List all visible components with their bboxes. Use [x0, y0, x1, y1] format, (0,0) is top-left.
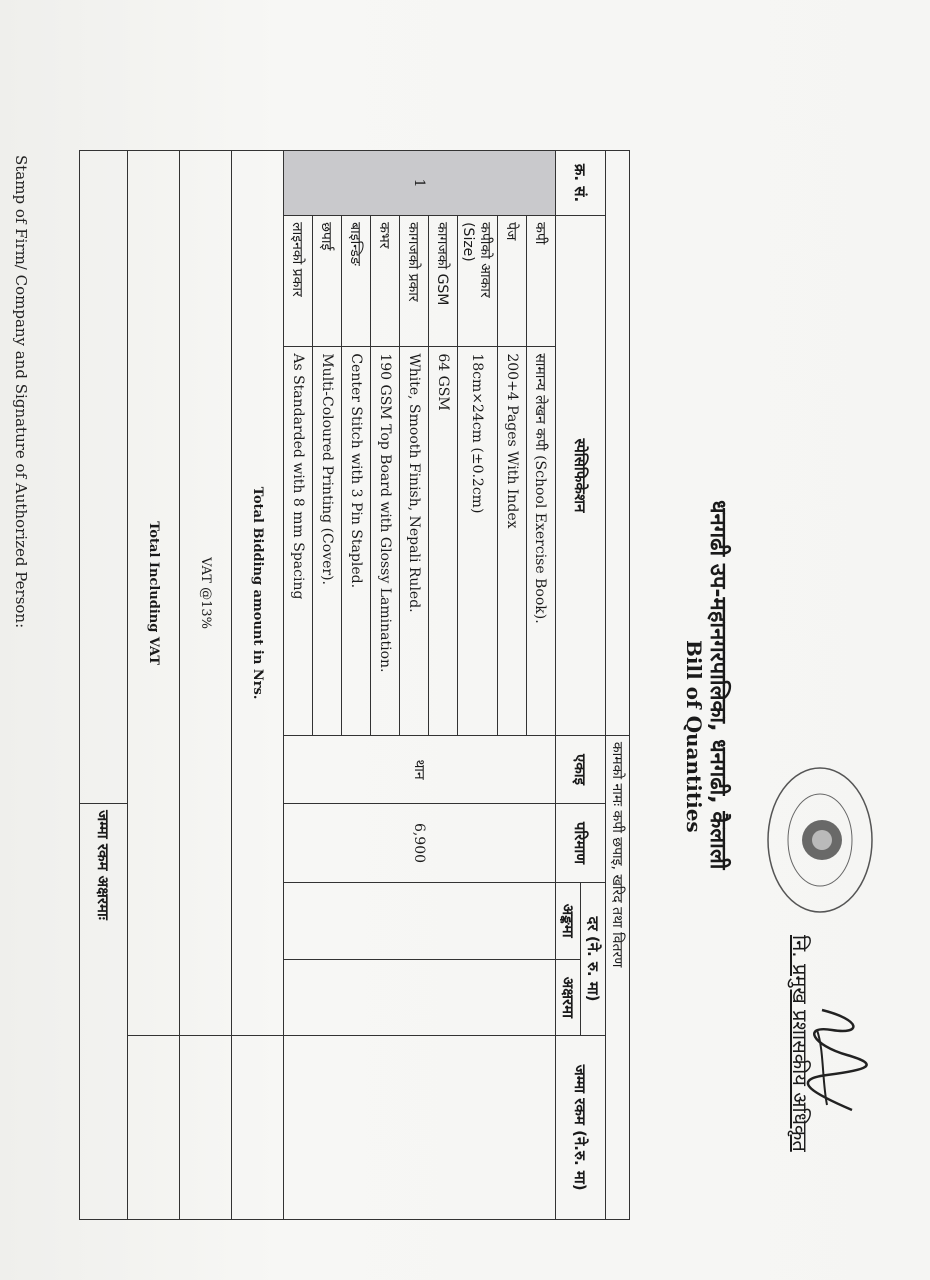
- total-bidding-value: [232, 1036, 284, 1220]
- header-sn: क्र. सं.: [556, 151, 606, 216]
- total-incl-vat-row: [128, 151, 180, 1220]
- spec-value: सामान्य लेखन कपी (School Exercise Book).: [527, 347, 556, 736]
- spec-value: White, Smooth Finish, Nepali Ruled.: [400, 347, 429, 736]
- office-name: धनगढी उप-महानगरपालिका, धनगढी, कैलाली: [705, 500, 730, 870]
- spec-label: कागजको प्रकार: [400, 216, 429, 347]
- header-unit: एकाइ: [556, 735, 606, 803]
- spec-value: Center Stitch with 3 Pin Stapled.: [342, 347, 371, 736]
- item-total: [284, 1036, 556, 1220]
- spec-label: कागजको GSM: [429, 216, 458, 347]
- spec-value: As Standarded with 8 mm Spacing: [284, 347, 313, 736]
- spec-value: 190 GSM Top Board with Glossy Lamination.: [371, 347, 400, 736]
- header-total: जम्मा रकम (ने.रु. मा): [556, 1036, 606, 1220]
- total-in-words-label: जम्मा रकम अक्षरमाः: [80, 804, 128, 1220]
- total-in-words-row: [80, 151, 128, 1220]
- header-rate-figures: अङ्कमा: [556, 882, 581, 959]
- document-title: Bill of Quantities: [682, 640, 706, 833]
- office-seal-stamp: [760, 760, 880, 920]
- header-quantity: परिमाण: [556, 804, 606, 883]
- item-rate-figures: [284, 882, 556, 959]
- spec-label: कभर: [371, 216, 400, 347]
- header-row: [581, 151, 606, 1220]
- spec-label: छपाई: [313, 216, 342, 347]
- spec-value: 64 GSM: [429, 347, 458, 736]
- spec-label: लाइनको प्रकार: [284, 216, 313, 347]
- work-name: कामको नामः कपी छपाइ, खरिद तथा वितरण: [606, 735, 630, 1219]
- total-bidding-label: Total Bidding amount in Nrs.: [232, 151, 284, 1036]
- spec-row: [527, 151, 556, 1220]
- total-incl-vat-value: [128, 1036, 180, 1220]
- official-note: नि. प्रमुख प्रशासकीय अधिकृत: [788, 935, 812, 1152]
- stamp-signature-line: Stamp of Firm/ Company and Signature of Authorized Person:: [12, 155, 30, 629]
- spec-label: बाइन्डिङ: [342, 216, 371, 347]
- total-bidding-row: [232, 151, 284, 1220]
- item-quantity: 6,900: [284, 804, 556, 883]
- vat-row: [180, 151, 232, 1220]
- item-rate-words: [284, 959, 556, 1036]
- header-specification: स्पेसिफिकेशन: [556, 216, 606, 736]
- spec-value: 200+4 Pages With Index: [498, 347, 527, 736]
- spec-label: कपीको आकार (Size): [458, 216, 498, 347]
- total-incl-vat-label: Total Including VAT: [128, 151, 180, 1036]
- vat-value: [180, 1036, 232, 1220]
- item-unit: थान: [284, 735, 556, 803]
- work-name-row: [606, 151, 630, 1220]
- spec-label: पेज: [498, 216, 527, 347]
- bill-of-quantities-table: [79, 150, 630, 1220]
- vat-label: VAT @13%: [180, 151, 232, 1036]
- spec-value: Multi-Coloured Printing (Cover).: [313, 347, 342, 736]
- item-sn: 1: [284, 151, 556, 216]
- spec-value: 18cm×24cm (±0.2cm): [458, 347, 498, 736]
- header-rate: दर (ने. रु. मा): [581, 882, 606, 1035]
- spec-label: कपी: [527, 216, 556, 347]
- header-rate-words: अक्षरमा: [556, 959, 581, 1036]
